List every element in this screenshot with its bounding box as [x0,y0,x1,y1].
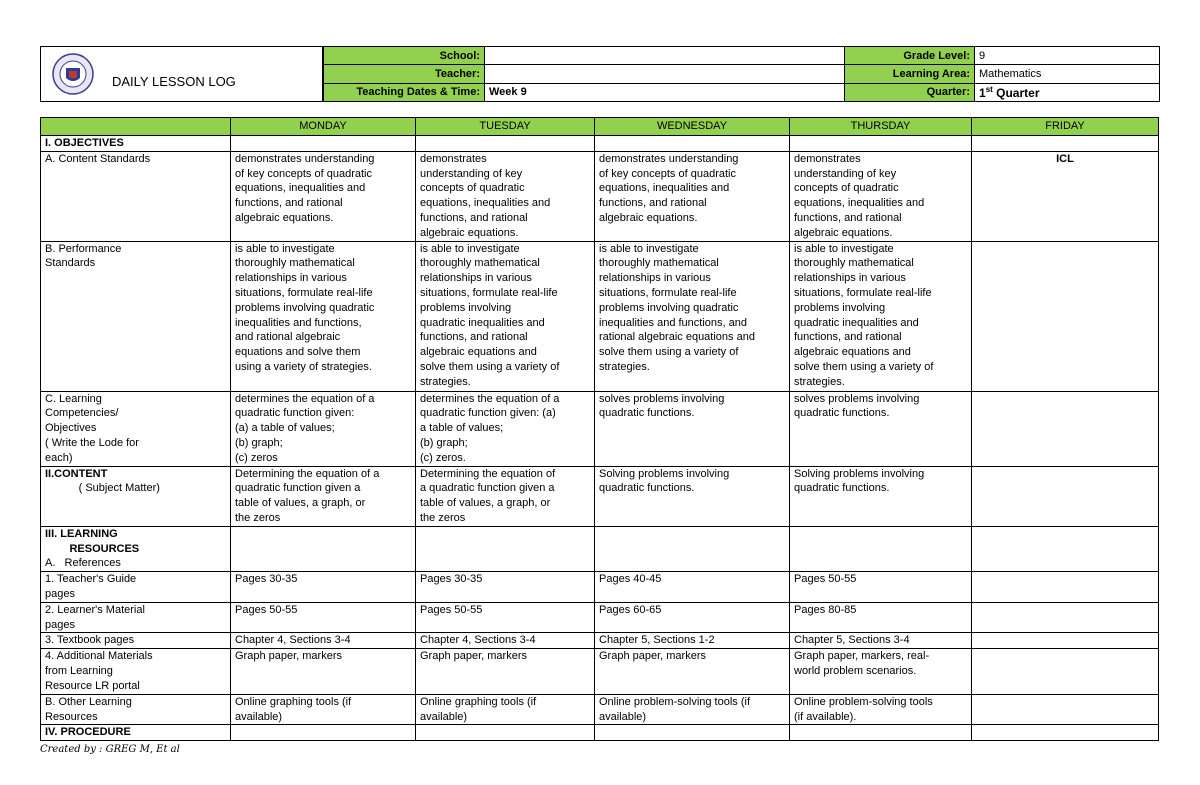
quarter-number: 1 [979,85,986,100]
table-cell[interactable]: Online problem-solving tools (if available). [790,694,972,725]
row-label-learning-competencies: C. Learning Competencies/ Objectives ( Write the Lode for each) [41,391,231,466]
table-cell[interactable] [972,391,1159,466]
table-cell[interactable]: Pages 50-55 [231,602,416,633]
table-cell[interactable]: demonstrates understanding of key concepts of quadratic equations, inequalities and functions, and rational algebraic equations. [416,151,595,241]
table-cell[interactable]: is able to investigate thoroughly mathematical relationships in various situations, formulate real-life problems involving quadratic inequalities and functions, and rational algebraic equations and solve them using a variety of strategies. [416,241,595,391]
table-cell[interactable] [972,694,1159,725]
procedure-row [41,725,1159,741]
table-cell[interactable] [972,466,1159,526]
table-cell[interactable]: demonstrates understanding of key concepts of quadratic equations, inequalities and functions, and rational algebraic equations. [595,151,790,241]
table-cell[interactable]: Online problem-solving tools (if available) [595,694,790,725]
table-cell[interactable]: Chapter 4, Sections 3-4 [416,633,595,649]
table-cell[interactable] [972,602,1159,633]
table-cell[interactable]: Chapter 5, Sections 3-4 [790,633,972,649]
day-header-wednesday: WEDNESDAY [595,118,790,136]
table-cell[interactable] [972,136,1159,152]
table-cell[interactable] [972,572,1159,603]
table-cell[interactable] [231,526,416,571]
additional-materials-row [41,649,1159,694]
content-row [41,466,1159,526]
row-label-other-resources: B. Other Learning Resources [41,694,231,725]
quarter-field[interactable] [975,83,1160,101]
learning-resources-row [41,526,1159,571]
table-cell[interactable] [595,136,790,152]
teachers-guide-row [41,572,1159,603]
table-cell[interactable]: determines the equation of a quadratic function given: (a) a table of values; (b) graph; (c) zeros. [416,391,595,466]
table-cell[interactable] [972,633,1159,649]
teacher-field[interactable] [485,65,845,83]
table-cell[interactable]: determines the equation of a quadratic function given: (a) a table of values; (b) graph; (c) zeros [231,391,416,466]
learning-competencies-row [41,391,1159,466]
row-label-content-standards: A. Content Standards [41,151,231,241]
table-cell[interactable]: Graph paper, markers [231,649,416,694]
document-title: DAILY LESSON LOG [112,74,236,89]
content-heading: II.CONTENT [45,467,108,480]
footer-credit: Created by : GREG M, Et al [40,744,180,755]
info-table [323,46,1160,102]
table-cell[interactable] [790,526,972,571]
row-label-objectives: I. OBJECTIVES [41,136,231,152]
table-cell[interactable] [972,725,1159,741]
day-header-monday: MONDAY [231,118,416,136]
day-header-friday: FRIDAY [972,118,1159,136]
row-label-procedure: IV. PROCEDURE [41,725,231,741]
day-header-tuesday: TUESDAY [416,118,595,136]
row-label-learning-resources [41,526,231,571]
content-standards-row [41,151,1159,241]
teacher-label: Teacher: [324,65,485,83]
school-label: School: [324,47,485,65]
table-cell[interactable]: is able to investigate thoroughly mathematical relationships in various situations, formulate real-life problems involving quadratic inequalities and functions, and rational algebraic equations and solve them using a variety of strategies. [790,241,972,391]
table-cell[interactable] [972,241,1159,391]
learning-area-field[interactable]: Mathematics [975,65,1160,83]
table-cell[interactable]: Pages 80-85 [790,602,972,633]
table-cell[interactable] [231,725,416,741]
deped-seal-icon [52,52,94,96]
quarter-label: Quarter: [845,83,975,101]
table-cell[interactable]: is able to investigate thoroughly mathematical relationships in various situations, formulate real-life problems involving quadratic inequalities and functions, and rational algebraic equations and solve them using a variety of strategies. [595,241,790,391]
textbook-row [41,633,1159,649]
lesson-log-table [40,117,1159,741]
table-cell[interactable] [231,136,416,152]
table-cell[interactable]: solves problems involving quadratic functions. [790,391,972,466]
school-field[interactable] [485,47,845,65]
table-cell[interactable]: Graph paper, markers [595,649,790,694]
content-subheading: ( Subject Matter) [45,482,160,495]
table-cell[interactable]: Chapter 5, Sections 1-2 [595,633,790,649]
table-cell[interactable] [416,136,595,152]
row-label-learners-material: 2. Learner's Material pages [41,602,231,633]
corner-cell [41,118,231,136]
table-cell[interactable]: solves problems involving quadratic functions. [595,391,790,466]
day-header-thursday: THURSDAY [790,118,972,136]
table-cell[interactable]: Pages 50-55 [790,572,972,603]
table-cell[interactable]: Determining the equation of a quadratic function given a table of values, a graph, or the zeros [416,466,595,526]
teaching-dates-field[interactable]: Week 9 [485,83,845,101]
table-cell[interactable]: Pages 60-65 [595,602,790,633]
other-resources-row [41,694,1159,725]
row-label-performance-standards: B. Performance Standards [41,241,231,391]
objectives-row [41,136,1159,152]
learning-area-label: Learning Area: [845,65,975,83]
table-cell[interactable]: Pages 30-35 [416,572,595,603]
table-cell[interactable] [595,725,790,741]
table-cell[interactable] [595,526,790,571]
table-cell[interactable]: Chapter 4, Sections 3-4 [231,633,416,649]
references-label: A. References [45,557,121,570]
table-cell[interactable]: Solving problems involving quadratic functions. [790,466,972,526]
table-cell[interactable]: Graph paper, markers [416,649,595,694]
table-cell[interactable]: Pages 50-55 [416,602,595,633]
table-cell[interactable] [416,526,595,571]
table-cell[interactable]: ICL [972,151,1159,241]
performance-standards-row [41,241,1159,391]
table-cell[interactable]: Solving problems involving quadratic functions. [595,466,790,526]
table-cell[interactable]: Pages 40-45 [595,572,790,603]
table-cell[interactable] [972,526,1159,571]
table-cell[interactable]: demonstrates understanding of key concepts of quadratic equations, inequalities and functions, and rational algebraic equations. [790,151,972,241]
day-header-row [41,118,1159,136]
grade-level-field[interactable]: 9 [975,47,1160,65]
table-cell[interactable]: demonstrates understanding of key concepts of quadratic equations, inequalities and functions, and rational algebraic equations. [231,151,416,241]
row-label-content [41,466,231,526]
row-label-textbook: 3. Textbook pages [41,633,231,649]
grade-level-label: Grade Level: [845,47,975,65]
quarter-suffix: st [985,84,993,94]
table-cell[interactable] [416,725,595,741]
row-label-additional-materials: 4. Additional Materials from Learning Resource LR portal [41,649,231,694]
table-cell[interactable]: Pages 30-35 [231,572,416,603]
teaching-dates-label: Teaching Dates & Time: [324,83,485,101]
table-cell[interactable]: Determining the equation of a quadratic function given a table of values, a graph, or the zeros [231,466,416,526]
table-cell[interactable] [972,649,1159,694]
table-cell[interactable]: Online graphing tools (if available) [416,694,595,725]
table-cell[interactable]: Graph paper, markers, real- world problem scenarios. [790,649,972,694]
row-label-teachers-guide: 1. Teacher's Guide pages [41,572,231,603]
learners-material-row [41,602,1159,633]
table-cell[interactable] [790,136,972,152]
learning-resources-heading: III. LEARNING RESOURCES [45,527,140,555]
quarter-word: Quarter [992,85,1040,100]
table-cell[interactable]: is able to investigate thoroughly mathematical relationships in various situations, formulate real-life problems involving quadratic inequalities and functions, and rational algebraic equations and solve them using a variety of strategies. [231,241,416,391]
table-cell[interactable]: Online graphing tools (if available) [231,694,416,725]
table-cell[interactable] [790,725,972,741]
